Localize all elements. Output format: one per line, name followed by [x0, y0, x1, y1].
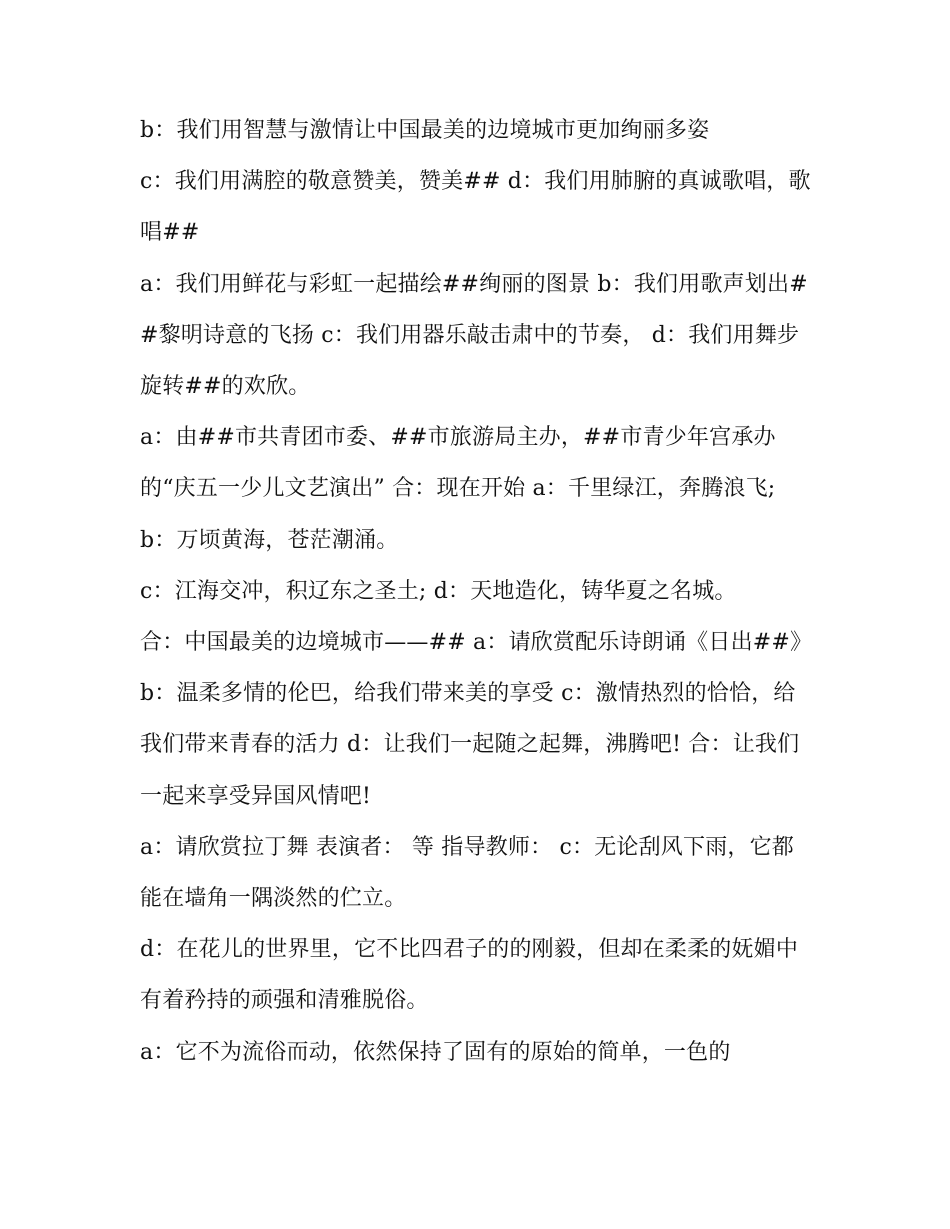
paragraph: c：江海交冲，积辽东之圣土; d：天地造化，铸华夏之名城。: [140, 578, 737, 604]
document-body: [140, 105, 815, 1078]
paragraph: a：由##市共青团市委、##市旅游局主办，##市青少年宫承办的“庆五一少儿文艺演出” 合：现在开始 a：千里绿江，奔腾浪飞; b：万顷黄海，苍茫潮涌。: [140, 425, 776, 553]
paragraph: d：在花儿的世界里，它不比四君子的的刚毅，但却在柔柔的妩媚中有着矜持的顽强和清雅脱俗。: [140, 937, 799, 1014]
paragraph: b：我们用智慧与激情让中国最美的边境城市更加绚丽多姿: [140, 118, 710, 143]
paragraph: a：它不为流俗而动，依然保持了固有的原始的简单，一色的: [140, 1039, 731, 1065]
paragraph: a：我们用鲜花与彩虹一起描绘##绚丽的图景 b：我们用歌声划出##黎明诗意的飞扬 c：我们用器乐敲击肃中的节奏， d：我们用舞步旋转##的欢欣。: [140, 271, 808, 400]
paragraph: c：我们用满腔的敬意赞美，赞美## d：我们用肺腑的真诚歌唱，歌唱##: [140, 169, 811, 246]
paragraph: a：请欣赏拉丁舞 表演者： 等 指导教师： c：无论刮风下雨，它都能在墙角一隅淡然的伫立。: [140, 834, 795, 912]
paragraph: 合：中国最美的边境城市——## a：请欣赏配乐诗朗诵《日出##》: [140, 630, 813, 656]
paragraph: b：温柔多情的伦巴，给我们带来美的享受 c：激情热烈的恰恰，给我们带来青春的活力 d：让我们一起随之起舞，沸腾吧! 合：让我们一起来享受异国风情吧!: [140, 681, 800, 809]
